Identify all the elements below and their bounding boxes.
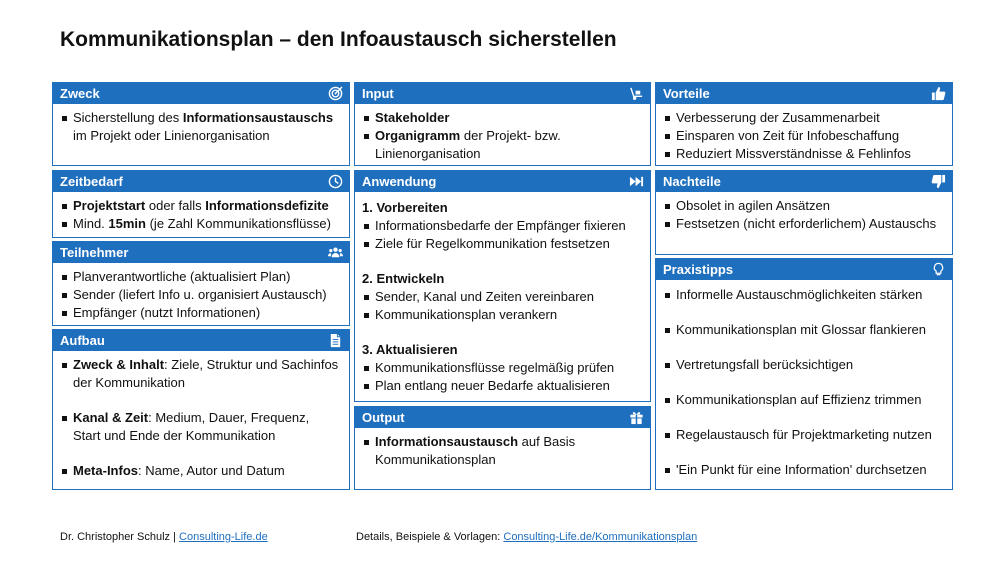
lightbulb-icon [931, 262, 946, 277]
list-item: 'Ein Punkt für eine Information' durchsetzen [663, 461, 944, 479]
thumbs-up-icon [931, 86, 946, 101]
zweck-header [53, 83, 349, 104]
thumbs-down-icon [931, 174, 946, 189]
clock-icon [328, 174, 343, 189]
step-heading: 3. Aktualisieren [362, 342, 458, 357]
list-item: Informelle Austauschmöglichkeiten stärken [663, 286, 944, 304]
people-icon [328, 245, 343, 260]
output-box [354, 406, 651, 490]
hand-truck-icon [629, 86, 644, 101]
nachteile-box [655, 170, 953, 255]
list-item: Mind. 15min (je Zahl Kommunikationsflüsse) [60, 215, 341, 233]
praxistipps-box [655, 258, 953, 490]
anwendung-box [354, 170, 651, 402]
list-item: Meta-Infos: Name, Autor und Datum [60, 462, 341, 480]
aufbau-header: Aufbau [53, 330, 349, 351]
page-title: Kommunikationsplan – den Infoaustausch sicherstellen [60, 28, 617, 51]
aufbau-box [52, 329, 350, 490]
list-item: Ziele für Regelkommunikation festsetzen [362, 235, 642, 253]
list-item: Sender (liefert Info u. organisiert Austausch) [60, 286, 341, 304]
list-item: Kommunikationsflüsse regelmäßig prüfen [362, 359, 642, 377]
vorteile-box [655, 82, 953, 166]
list-item: Obsolet in agilen Ansätzen [663, 197, 944, 215]
footer-details: Details, Beispiele & Vorlagen: Consulting-Life.de/Kommunikationsplan [356, 531, 698, 543]
zweck-box [52, 82, 350, 166]
zeitbedarf-header: Zeitbedarf [53, 171, 349, 192]
input-header: Input [355, 83, 650, 104]
document-icon [328, 333, 343, 348]
list-item: Kommunikationsplan auf Effizienz trimmen [663, 391, 944, 409]
list-item: Sicherstellung des Informationsaustauschs im Projekt oder Linienorganisation [60, 109, 341, 145]
step-heading: 1. Vorbereiten [362, 200, 448, 215]
list-item: Kommunikationsplan verankern [362, 306, 642, 324]
nachteile-header: Nachteile [656, 171, 952, 192]
list-item: Informationsaustausch auf Basis Kommunikationsplan [362, 433, 642, 469]
list-item: Empfänger (nutzt Informationen) [60, 304, 341, 322]
site-link[interactable]: Consulting-Life.de [179, 531, 268, 543]
list-item: Stakeholder [362, 109, 642, 127]
teilnehmer-header: Teilnehmer [53, 242, 349, 263]
zweck-title: Zweck [60, 86, 100, 101]
step-heading: 2. Entwickeln [362, 271, 445, 286]
input-box [354, 82, 651, 166]
anwendung-header: Anwendung [355, 171, 650, 192]
gift-icon [629, 410, 644, 425]
teilnehmer-box [52, 241, 350, 326]
list-item: Reduziert Missverständnisse & Fehlinfos [663, 145, 944, 163]
list-item: Zweck & Inhalt: Ziele, Struktur und Sachinfos der Kommunikation [60, 356, 341, 392]
list-item: Verbesserung der Zusammenarbeit [663, 109, 944, 127]
list-item: Organigramm der Projekt- bzw. Linienorganisation [362, 127, 642, 163]
fast-forward-icon [629, 174, 644, 189]
output-header: Output [355, 407, 650, 428]
zeitbedarf-box [52, 170, 350, 238]
list-item: Vertretungsfall berücksichtigen [663, 356, 944, 374]
praxistipps-header: Praxistipps [656, 259, 952, 280]
footer-author: Dr. Christopher Schulz | Consulting-Life.de [60, 531, 268, 543]
vorteile-header: Vorteile [656, 83, 952, 104]
list-item: Einsparen von Zeit für Infobeschaffung [663, 127, 944, 145]
list-item: Regelaustausch für Projektmarketing nutzen [663, 426, 944, 444]
list-item: Informationsbedarfe der Empfänger fixieren [362, 217, 642, 235]
list-item: Kommunikationsplan mit Glossar flankieren [663, 321, 944, 339]
target-icon [328, 86, 343, 101]
list-item: Festsetzen (nicht erforderlichem) Austauschs [663, 215, 944, 233]
details-link[interactable]: Consulting-Life.de/Kommunikationsplan [503, 531, 698, 543]
list-item: Projektstart oder falls Informationsdefizite [60, 197, 341, 215]
list-item: Sender, Kanal und Zeiten vereinbaren [362, 288, 642, 306]
list-item: Plan entlang neuer Bedarfe aktualisieren [362, 377, 642, 395]
list-item: Kanal & Zeit: Medium, Dauer, Frequenz, Start und Ende der Kommunikation [60, 409, 341, 445]
list-item: Planverantwortliche (aktualisiert Plan) [60, 268, 341, 286]
